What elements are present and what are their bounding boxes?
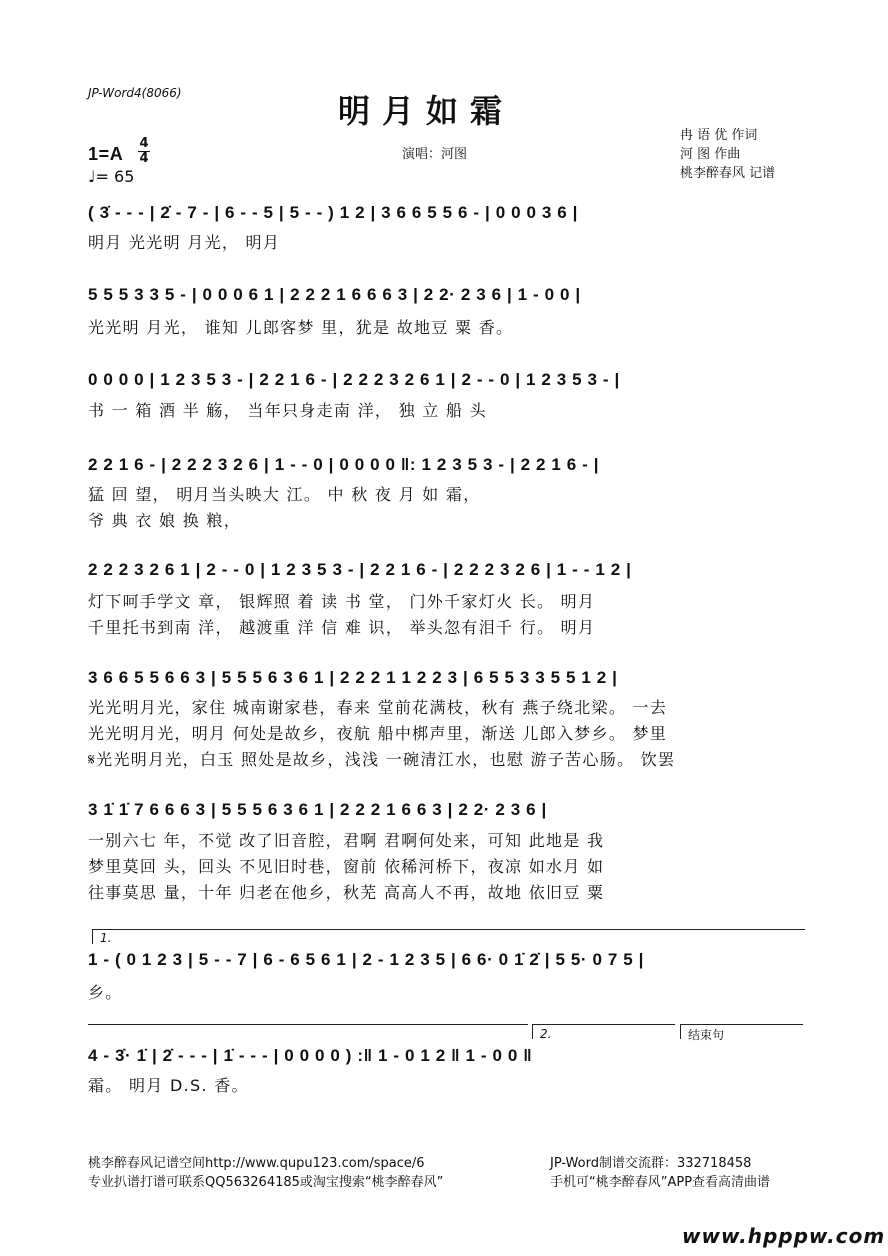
- notation-row-6: 3 6 6 5 5 6 6 3 | 5 5 5 6 3 6 1 | 2 2 2 1 1 2 2 3 | 6 5 5 3 3 5 5 1 2 |: [88, 668, 618, 687]
- volta-bracket-1: [92, 929, 805, 944]
- volta-2-label: 2.: [540, 1027, 552, 1041]
- singer-credit: 演唱：河图: [402, 147, 468, 162]
- first-ending-continuation: [88, 1024, 528, 1025]
- footer-right-line-2: 手机可“桃李醉春风”APP查看高清曲谱: [550, 1175, 771, 1190]
- lyric-row-4-line-2: 爷 典 衣 娘 换 粮，: [88, 511, 242, 530]
- time-signature-top: 4: [139, 136, 149, 151]
- quarter-note-icon: ♩: [88, 167, 96, 186]
- notation-row-7: 3 1̇ 1̇ 7 6 6 6 3 | 5 5 5 6 3 6 1 | 2 2 2 1 6 6 3 | 2 2· 2 3 6 |: [88, 800, 547, 819]
- lyric-row-9-line-1: 霜。 明月 D.S. 香。: [88, 1076, 249, 1095]
- notation-row-3: 0 0 0 0 | 1 2 3 5 3 - | 2 2 1 6 - | 2 2 2 3 2 6 1 | 2 - - 0 | 1 2 3 5 3 - |: [88, 370, 620, 389]
- lyric-row-5-line-1: 灯下呵手学文 章， 银辉照 着 读 书 堂， 门外千家灯火 长。 明月: [88, 592, 596, 611]
- notation-row-9: 4 - 3̇· 1̇ | 2̇ - - - | 1̇ - - - | 0 0 0 0 ) :‖ 1 - 0 1 2 ‖ 1 - 0 0 ‖: [88, 1046, 533, 1065]
- lyric-row-1-line-1: 明月 光光明 月光， 明月: [88, 233, 281, 252]
- key-signature: 1=A: [88, 144, 124, 164]
- composer-credit: 河 图 作曲: [680, 147, 741, 162]
- source-label: JP-Word4(8066): [88, 86, 182, 100]
- lyric-row-7-line-2: 梦里莫回 头，回头 不见旧时巷，窗前 依稀河桥下，夜凉 如水月 如: [88, 857, 605, 876]
- notation-row-1: ( 3̇ - - - | 2̇ - 7 - | 6 - - 5 | 5 - - ) 1 2 | 3 6 6 5 5 6 - | 0 0 0 3 6 |: [88, 203, 578, 222]
- lyric-row-6-line-3: 𝄋光光明月光，白玉 照处是故乡，浅浅 一碗清江水，也慰 游子苦心肠。 饮罢: [88, 750, 676, 769]
- lyric-row-6-line-2: 光光明月光，明月 何处是故乡，夜航 船中梆声里，渐送 儿郎入梦乡。 梦里: [88, 724, 668, 743]
- notation-row-8: 1 - ( 0 1 2 3 | 5 - - 7 | 6 - 6 5 6 1 | 2 - 1 2 3 5 | 6 6· 0 1̇ 2̇ | 5 5· 0 7 5 |: [88, 950, 644, 969]
- lyric-row-7-line-1: 一别六七 年，不觉 改了旧音腔，君啊 君啊何处来，可知 此地是 我: [88, 831, 605, 850]
- footer-left-line-2: 专业扒谱打谱可联系QQ563264185或淘宝搜索“桃李醉春风”: [88, 1175, 444, 1190]
- volta-bracket-2: [532, 1024, 675, 1039]
- lyric-row-4-line-1: 猛 回 望， 明月当头映大 江。 中 秋 夜 月 如 霜，: [88, 485, 481, 504]
- lyric-row-7-line-3: 往事莫思 量，十年 归老在他乡，秋芜 高高人不再，故地 依旧豆 粟: [88, 883, 605, 902]
- lyric-row-3-line-1: 书 一 箱 酒 半 觞， 当年只身走南 洋， 独 立 船 头: [88, 401, 487, 420]
- site-watermark: www.hpppw.com: [682, 1224, 886, 1248]
- page-title: 明月如霜: [338, 92, 515, 130]
- lyric-row-2-line-1: 光光明 月光， 谁知 儿郎客梦 里，犹是 故地豆 粟 香。: [88, 318, 514, 337]
- notation-row-5: 2 2 2 3 2 6 1 | 2 - - 0 | 1 2 3 5 3 - | 2 2 1 6 - | 2 2 2 3 2 6 | 1 - - 1 2 |: [88, 560, 632, 579]
- lyric-row-6-line-1: 光光明月光，家住 城南谢家巷，春来 堂前花满枝，秋有 燕子绕北梁。 一去: [88, 698, 668, 717]
- footer-left-line-1: 桃李醉春风记谱空间http://www.qupu123.com/space/6: [88, 1156, 425, 1171]
- transcriber-credit: 桃李醉春风 记谱: [680, 166, 776, 181]
- time-signature: [138, 138, 150, 165]
- lyric-row-5-line-2: 千里托书到南 洋， 越渡重 洋 信 难 识， 举头忽有泪千 行。 明月: [88, 618, 596, 637]
- ending-label: 结束句: [688, 1028, 725, 1042]
- tempo-marking: [88, 167, 134, 186]
- footer-right-line-1: JP-Word制谱交流群：332718458: [550, 1156, 752, 1171]
- notation-row-2: 5 5 5 3 3 5 - | 0 0 0 6 1 | 2 2 2 1 6 6 6 3 | 2 2· 2 3 6 | 1 - 0 0 |: [88, 285, 581, 304]
- lyric-row-8-line-1: 乡。: [88, 983, 123, 1002]
- time-signature-bottom: 4: [139, 151, 149, 166]
- volta-1-label: 1.: [100, 931, 112, 945]
- tempo-value: = 65: [95, 167, 135, 186]
- notation-row-4: 2 2 1 6 - | 2 2 2 3 2 6 | 1 - - 0 | 0 0 0 0 ‖: 1 2 3 5 3 - | 2 2 1 6 - |: [88, 455, 600, 474]
- lyricist-credit: 冉 语 优 作词: [680, 128, 758, 143]
